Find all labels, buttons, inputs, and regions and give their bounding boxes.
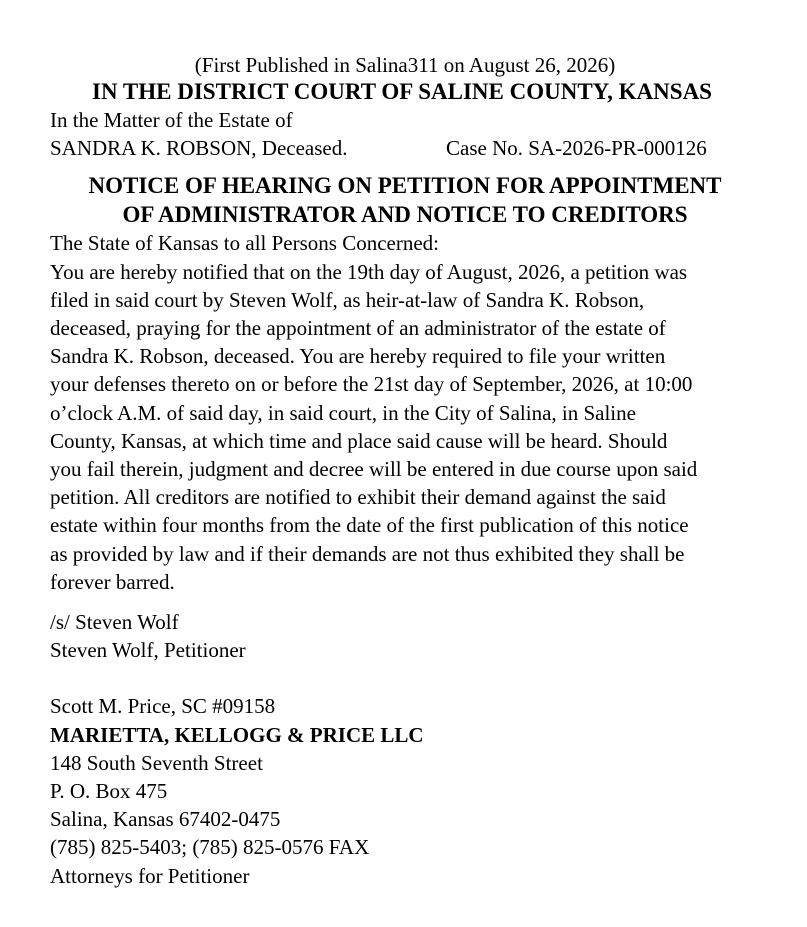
attorney-role: Attorneys for Petitioner [50, 863, 250, 888]
body-line: as provided by law and if their demands are not thus exhibited they shall be [50, 541, 685, 566]
notice-title-line-2: OF ADMINISTRATOR AND NOTICE TO CREDITORS [122, 202, 688, 228]
body-line: deceased, praying for the appointment of an administrator of the estate of [50, 316, 666, 341]
notice-title-line-1: NOTICE OF HEARING ON PETITION FOR APPOINTMENT [88, 173, 722, 199]
estate-party: SANDRA K. ROBSON, Deceased. [50, 136, 348, 161]
signature: /s/ Steven Wolf [50, 610, 179, 635]
case-caption [50, 134, 762, 162]
body-line: your defenses thereto on or before the 21st day of September, 2026, at 10:00 [50, 372, 693, 397]
body-line: o’clock A.M. of said day, in said court, in the City of Salina, in Saline [50, 400, 636, 425]
body-line: filed in said court by Steven Wolf, as heir-at-law of Sandra K. Robson, [50, 287, 645, 312]
signer-name: Steven Wolf, Petitioner [50, 638, 246, 663]
salutation: The State of Kansas to all Persons Concerned: [50, 231, 439, 256]
notice-body [50, 258, 762, 596]
body-line: forever barred. [50, 569, 175, 594]
notice-title [48, 171, 762, 229]
case-number: Case No. SA-2026-PR-000126 [446, 136, 707, 161]
body-line: Sandra K. Robson, deceased. You are hereby required to file your written [50, 344, 666, 369]
phone-fax: (785) 825-5403; (785) 825-0576 FAX [50, 835, 370, 860]
body-line: petition. All creditors are notified to exhibit their demand against the said [50, 485, 666, 510]
matter-intro: In the Matter of the Estate of [50, 108, 293, 132]
body-line: You are hereby notified that on the 19th day of August, 2026, a petition was [50, 259, 688, 284]
law-firm-name: MARIETTA, KELLOGG & PRICE LLC [50, 722, 424, 747]
attorney-block [50, 692, 762, 889]
body-line: estate within four months from the date of the first publication of this notice [50, 513, 689, 538]
city-state-zip: Salina, Kansas 67402-0475 [50, 807, 281, 832]
street-address: 148 South Seventh Street [50, 750, 263, 775]
signature-block [50, 608, 762, 664]
publication-line: (First Published in Salina311 on August 26, 2026) [194, 53, 616, 77]
body-line: you fail therein, judgment and decree will be entered in due course upon said [50, 457, 698, 482]
po-box: P. O. Box 475 [50, 779, 168, 804]
attorney-name: Scott M. Price, SC #09158 [50, 694, 276, 719]
legal-notice [50, 52, 762, 890]
body-line: County, Kansas, at which time and place said cause will be heard. Should [50, 428, 668, 453]
court-title: IN THE DISTRICT COURT OF SALINE COUNTY, KANSAS [92, 79, 712, 104]
